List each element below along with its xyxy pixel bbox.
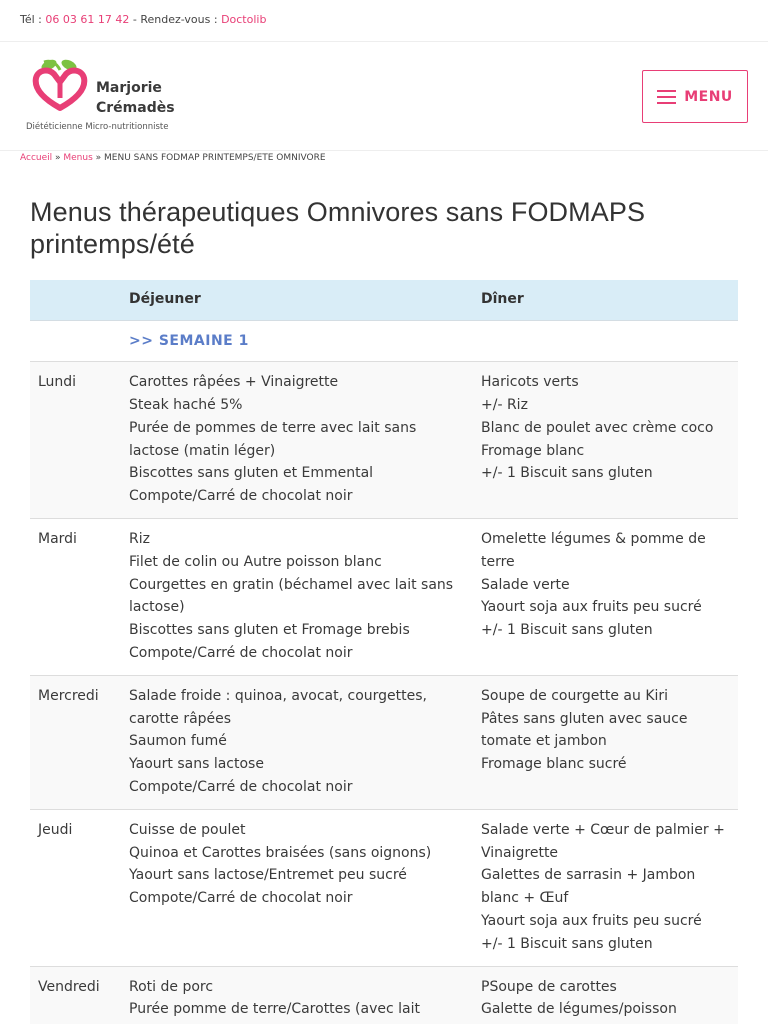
logo-name-line2: Crémadès bbox=[96, 100, 175, 116]
dinner-item: Yaourt soja aux fruits peu sucré bbox=[481, 913, 702, 930]
dinner-item: Haricots verts bbox=[481, 374, 579, 391]
lunch-item: Compote/Carré de chocolat noir bbox=[129, 890, 353, 907]
table-header-row bbox=[30, 280, 738, 320]
lunch-item: Purée de pommes de terre avec lait sans lactose (matin léger) bbox=[129, 419, 417, 459]
lunch-item: Saumon fumé bbox=[129, 733, 227, 750]
logo-name-line1: Marjorie bbox=[96, 80, 162, 96]
day-cell: Vendredi bbox=[30, 966, 121, 1024]
breadcrumb-menus[interactable]: Menus bbox=[63, 153, 93, 163]
table-row bbox=[30, 519, 738, 676]
header-lunch: Déjeuner bbox=[121, 280, 473, 320]
dinner-cell bbox=[473, 362, 738, 519]
dinner-item: Soupe de courgette au Kiri bbox=[481, 687, 669, 704]
lunch-item: Cuisse de poulet bbox=[129, 821, 246, 838]
dinner-item: Omelette légumes & pomme de terre bbox=[481, 531, 706, 570]
table-row bbox=[30, 362, 738, 519]
apple-heart-logo-icon bbox=[30, 58, 90, 114]
top-bar bbox=[0, 0, 768, 42]
breadcrumb bbox=[0, 150, 768, 166]
doctolib-link[interactable]: Doctolib bbox=[221, 13, 267, 26]
breadcrumb-separator: » bbox=[52, 153, 64, 163]
dinner-item: Galette de légumes/poisson bbox=[481, 1001, 677, 1018]
dinner-cell bbox=[473, 675, 738, 809]
site-header bbox=[0, 42, 768, 150]
dinner-cell bbox=[473, 966, 738, 1024]
dinner-item: Blanc de poulet avec crème coco bbox=[481, 419, 714, 436]
day-cell: Mardi bbox=[30, 519, 121, 676]
lunch-item: Roti de porc bbox=[129, 978, 214, 995]
table-row bbox=[30, 809, 738, 966]
rdv-label: - Rendez-vous : bbox=[129, 13, 222, 26]
lunch-item: Carottes râpées + Vinaigrette bbox=[129, 374, 339, 391]
dinner-item: Fromage blanc sucré bbox=[481, 756, 627, 773]
dinner-item: Galettes de sarrasin + Jambon blanc + Œuf bbox=[481, 867, 696, 907]
table-row bbox=[30, 966, 738, 1024]
lunch-item: Purée pomme de terre/Carottes (avec lait bbox=[129, 1001, 420, 1018]
dinner-item: Pâtes sans gluten avec sauce tomate et jambon bbox=[481, 710, 688, 750]
menu-button-label: MENU bbox=[684, 88, 733, 105]
logo-name bbox=[96, 78, 175, 118]
week-label[interactable] bbox=[121, 320, 473, 362]
dinner-item: +/- 1 Biscuit sans gluten bbox=[481, 622, 653, 639]
lunch-item: Biscottes sans gluten et Emmental bbox=[129, 465, 374, 482]
lunch-cell bbox=[121, 519, 473, 676]
lunch-item: Quinoa et Carottes braisées (sans oignons) bbox=[129, 844, 432, 861]
dinner-cell bbox=[473, 519, 738, 676]
lunch-item: Filet de colin ou Autre poisson blanc bbox=[129, 553, 382, 570]
breadcrumb-current: MENU SANS FODMAP PRINTEMPS/ETE OMNIVORE bbox=[104, 153, 326, 163]
lunch-item: Riz bbox=[129, 531, 150, 548]
dinner-item: Fromage blanc bbox=[481, 442, 585, 459]
day-cell: Mercredi bbox=[30, 675, 121, 809]
lunch-item: Yaourt sans lactose bbox=[129, 756, 264, 773]
dinner-item: +/- Riz bbox=[481, 397, 528, 414]
week-label-text[interactable]: >> SEMAINE 1 bbox=[129, 332, 249, 349]
dinner-cell bbox=[473, 809, 738, 966]
lunch-cell bbox=[121, 675, 473, 809]
lunch-item: Compote/Carré de chocolat noir bbox=[129, 488, 353, 505]
lunch-item: Compote/Carré de chocolat noir bbox=[129, 645, 353, 662]
menu-button[interactable] bbox=[642, 70, 748, 123]
table-row bbox=[30, 675, 738, 809]
dinner-item: Salade verte + Cœur de palmier + Vinaigrette bbox=[481, 821, 725, 861]
lunch-cell bbox=[121, 809, 473, 966]
dinner-item: +/- 1 Biscuit sans gluten bbox=[481, 935, 653, 952]
page-title: Menus thérapeutiques Omnivores sans FODMAPS printemps/été bbox=[30, 197, 646, 259]
phone-link[interactable]: 06 03 61 17 42 bbox=[45, 13, 130, 26]
week-row bbox=[30, 320, 738, 362]
lunch-item: Courgettes en gratin (béchamel avec lait sans lactose) bbox=[129, 576, 454, 616]
phone-label: Tél : bbox=[20, 13, 46, 26]
site-logo[interactable] bbox=[26, 58, 196, 133]
header-dinner: Dîner bbox=[473, 280, 738, 320]
lunch-item: Steak haché 5% bbox=[129, 397, 243, 414]
lunch-item: Salade froide : quinoa, avocat, courgettes, carotte râpées bbox=[129, 687, 427, 727]
day-cell: Jeudi bbox=[30, 809, 121, 966]
lunch-cell bbox=[121, 362, 473, 519]
lunch-cell bbox=[121, 966, 473, 1024]
breadcrumb-separator: » bbox=[92, 153, 105, 163]
breadcrumb-home[interactable]: Accueil bbox=[20, 153, 53, 163]
lunch-item: Yaourt sans lactose/Entremet peu sucré bbox=[129, 867, 407, 884]
header-day bbox=[30, 280, 121, 320]
lunch-item: Compote/Carré de chocolat noir bbox=[129, 779, 353, 796]
dinner-item: +/- 1 Biscuit sans gluten bbox=[481, 465, 653, 482]
dinner-item: PSoupe de carottes bbox=[481, 978, 617, 995]
lunch-item: Biscottes sans gluten et Fromage brebis bbox=[129, 622, 410, 639]
day-cell: Lundi bbox=[30, 362, 121, 519]
menu-table bbox=[30, 280, 738, 1024]
dinner-item: Yaourt soja aux fruits peu sucré bbox=[481, 599, 702, 616]
hamburger-icon bbox=[657, 90, 676, 104]
dinner-item: Salade verte bbox=[481, 576, 570, 593]
logo-tagline: Diététicienne Micro-nutritionniste bbox=[26, 122, 169, 132]
